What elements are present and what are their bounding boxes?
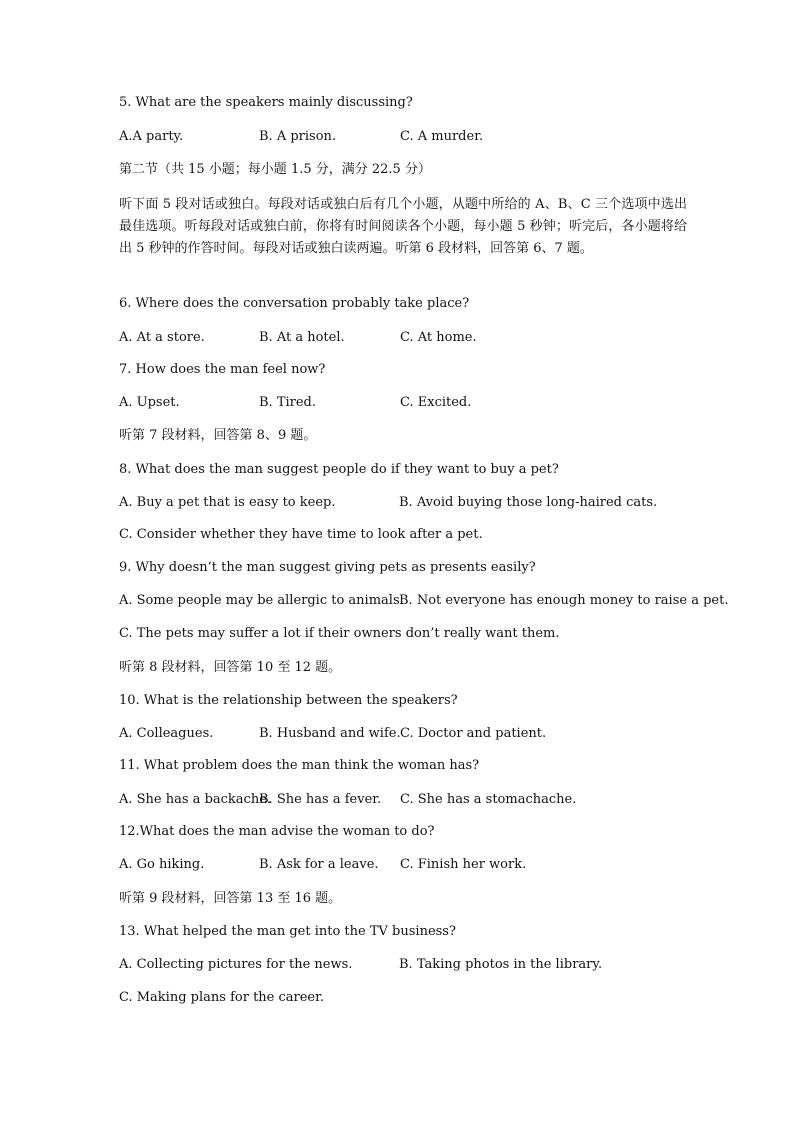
material-8-heading: 听第 8 段材料，回答第 10 至 12 题。 bbox=[119, 660, 342, 675]
q9-option-a: A. Some people may be allergic to animals. bbox=[119, 593, 404, 608]
q11-option-c: C. She has a stomachache. bbox=[400, 792, 577, 807]
q13-option-c: C. Making plans for the career. bbox=[119, 990, 325, 1005]
question-12: 12.What does the man advise the woman to do? bbox=[119, 824, 435, 839]
question-7: 7. How does the man feel now? bbox=[119, 362, 326, 377]
q8-option-c: C. Consider whether they have time to look after a pet. bbox=[119, 527, 483, 542]
q11-option-b: B. She has a fever. bbox=[259, 792, 382, 807]
material-7-heading: 听第 7 段材料，回答第 8、9 题。 bbox=[119, 428, 317, 443]
q9-option-c: C. The pets may suffer a lot if their owners don’t really want them. bbox=[119, 626, 560, 641]
q6-option-a: A. At a store. bbox=[119, 330, 205, 345]
section-2-heading: 第二节（共 15 小题；每小题 1.5 分，满分 22.5 分） bbox=[119, 162, 431, 177]
q12-option-c: C. Finish her work. bbox=[400, 857, 527, 872]
q6-option-c: C. At home. bbox=[400, 330, 477, 345]
question-5: 5. What are the speakers mainly discussing? bbox=[119, 95, 413, 110]
question-9: 9. Why doesn’t the man suggest giving pets as presents easily? bbox=[119, 560, 536, 575]
q8-option-b: B. Avoid buying those long-haired cats. bbox=[399, 495, 658, 510]
q10-option-c: C. Doctor and patient. bbox=[400, 726, 547, 741]
q10-option-b: B. Husband and wife. bbox=[259, 726, 401, 741]
q5-option-c: C. A murder. bbox=[400, 129, 484, 144]
q12-option-a: A. Go hiking. bbox=[119, 857, 205, 872]
q5-option-a: A.A party. bbox=[119, 129, 184, 144]
material-9-heading: 听第 9 段材料，回答第 13 至 16 题。 bbox=[119, 891, 342, 906]
q7-option-c: C. Excited. bbox=[400, 395, 472, 410]
q7-option-b: B. Tired. bbox=[259, 395, 317, 410]
section-2-instructions: 听下面 5 段对话或独白。每段对话或独白后有几个小题，从题中所给的 A、B、C 三个选项中选出最佳选项。听每段对话或独白前，你将有时间阅读各个小题，每小题 5 秒钟；听完后，各小题将给出 5 秒钟的作答时间。每段对话或独白读两遍。听第 6 段材料，回答第 6、7 题。 bbox=[119, 197, 687, 256]
q12-option-b: B. Ask for a leave. bbox=[259, 857, 379, 872]
q7-option-a: A. Upset. bbox=[119, 395, 180, 410]
q10-option-a: A. Colleagues. bbox=[119, 726, 214, 741]
question-8: 8. What does the man suggest people do if they want to buy a pet? bbox=[119, 462, 559, 477]
q11-option-a: A. She has a backache. bbox=[119, 792, 272, 807]
q13-option-a: A. Collecting pictures for the news. bbox=[119, 957, 353, 972]
q13-option-b: B. Taking photos in the library. bbox=[399, 957, 603, 972]
q6-option-b: B. At a hotel. bbox=[259, 330, 345, 345]
question-6: 6. Where does the conversation probably take place? bbox=[119, 296, 470, 311]
question-10: 10. What is the relationship between the speakers? bbox=[119, 693, 458, 708]
q5-option-b: B. A prison. bbox=[259, 129, 337, 144]
q9-option-b: B. Not everyone has enough money to raise a pet. bbox=[399, 593, 729, 608]
q8-option-a: A. Buy a pet that is easy to keep. bbox=[119, 495, 336, 510]
question-13: 13. What helped the man get into the TV business? bbox=[119, 924, 456, 939]
question-11: 11. What problem does the man think the woman has? bbox=[119, 758, 480, 773]
